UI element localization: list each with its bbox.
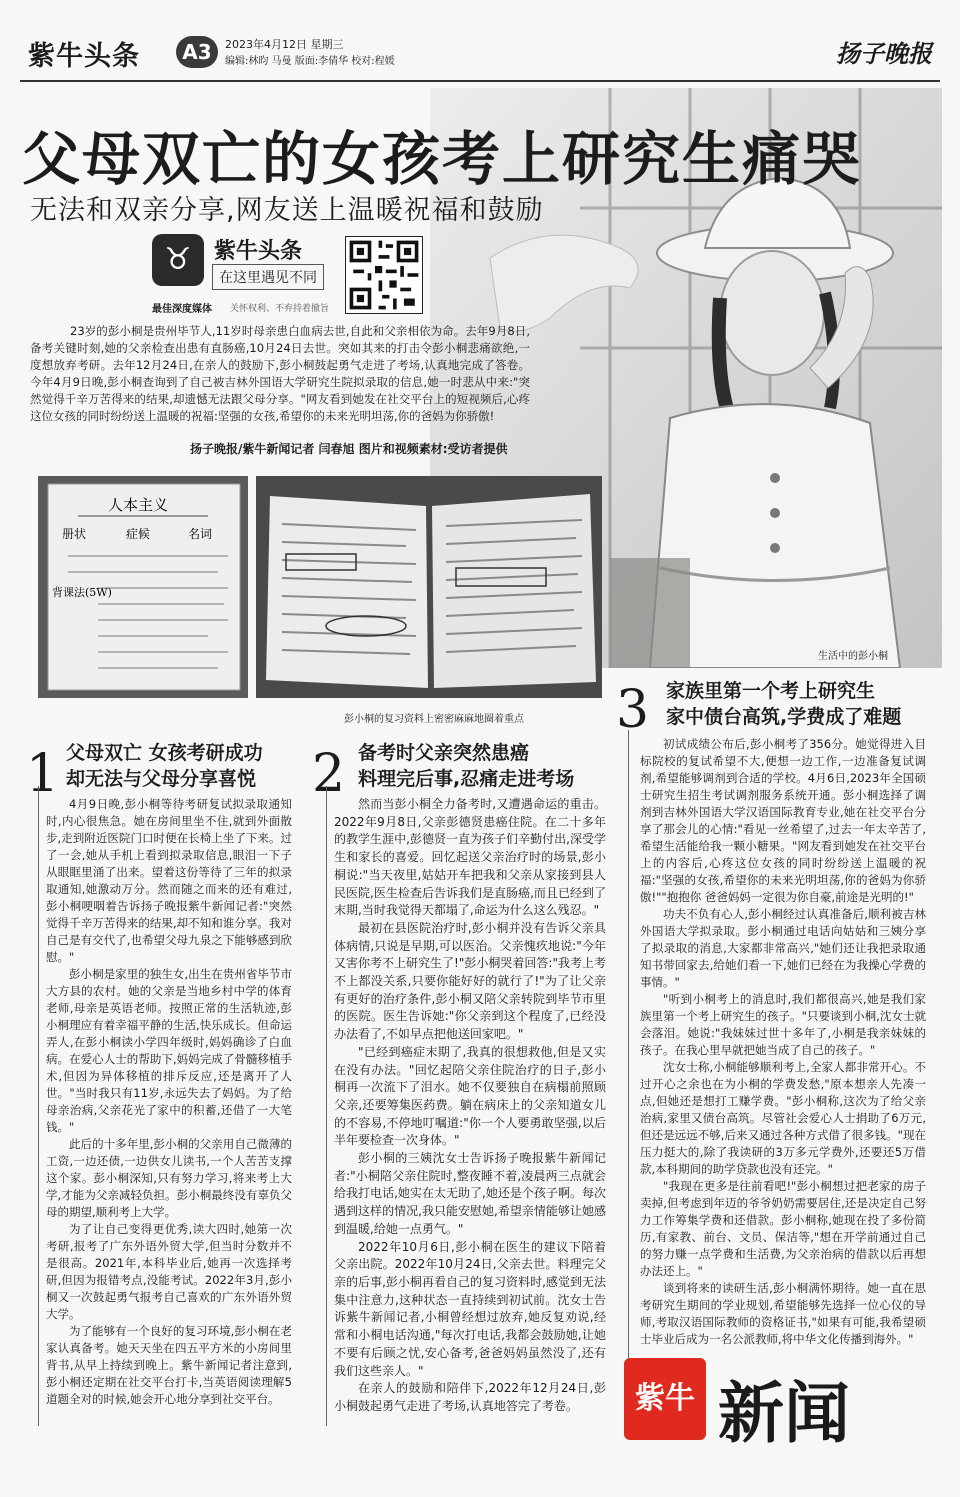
subheadline: 无法和双亲分享,网友送上温暖祝福和鼓励 <box>30 195 544 226</box>
section-3-number: 3 <box>616 680 650 740</box>
section-2-title <box>358 740 574 792</box>
notebook-photo <box>38 476 248 698</box>
section-2-paragraph: 然而当彭小桐全力备考时,又遭遇命运的重击。2022年9月8日,父亲彭德贤患癌住院。在二十多年的教学生涯中,彭德贤一直为孩子们辛勤付出,深受学生和家长的喜爱。回忆起送父亲治疗时的场景,彭小桐说:"当天夜里,姑姑开车把我和父亲从家接到县人民医院,医生检查后告诉我们是直肠癌,而且已经到了末期,当时我觉得天都塌了,命运为什么这么残忍。" <box>334 797 606 918</box>
section-2-paragraph: 最初在县医院治疗时,彭小桐并没有告诉父亲具体病情,只说是早期,可以医治。父亲愧疚地说:"今年又害你考不上研究生了!"彭小桐哭着回答:"我考上考不上都没关系,只要你能好好的就行了!"为了让父亲有更好的治疗条件,彭小桐又陪父亲转院到毕节市里的医院。医生告诉她:"你父亲到这个程度了,已经没办法看了,不如早点把他送回家吧。" <box>334 920 606 1042</box>
section-2-body <box>334 796 606 1416</box>
section-2-title-line-1: 备考时父亲突然患癌 <box>358 742 530 764</box>
section-3-paragraph: "听到小桐考上的消息时,我们都很高兴,她是我们家族里第一个考上研究生的孩子。"只要谈到小桐,沈女士就会落泪。她说:"我妹妹过世十多年了,小桐是我亲妹妹的孩子。在我心里早就把她当成了自己的孩子。" <box>640 992 926 1057</box>
notebook-word-4: 背课法(5W) <box>52 586 112 599</box>
section-1-paragraph: 为了能够有一个良好的复习环境,彭小桐在老家认真备考。她天天坐在四五平方米的小房间里背书,从早上持续到晚上。紫牛新闻记者注意到,彭小桐还定期在社交平台打卡,当英语阅读理解5道题全对的时候,她会开心地分享到社交平台。 <box>46 1324 292 1406</box>
page-header <box>20 28 940 80</box>
section-1-paragraph: 4月9日晚,彭小桐等待考研复试拟录取通知时,内心很焦急。她在房间里坐不住,就到外面散步,走到附近医院门口时便在长椅上坐了下来。过了一会,她从手机上看到拟录取信息,眼泪一下子从眼眶里涌了出来。望着这份等待了三年的拟录取通知,她激动万分。然而随之而来的还有难过,彭小桐哽咽着告诉扬子晚报紫牛新闻记者:"突然觉得千辛万苦得来的结果,却不知和谁分享。我对自己是有交代了,也希望父母九泉之下能够感到欣慰。" <box>46 797 292 964</box>
section-2-paragraph: "已经到癌症末期了,我真的很想救他,但是又实在没有办法。"回忆起陪父亲住院治疗的日子,彭小桐再一次流下了泪水。她不仅要独自在病榻前照顾父亲,还要筹集医药费。躺在病床上的父亲知道女儿的不容易,不停地叮嘱道:"你一个人要勇敢坚强,以后半年要检查一次身体。" <box>334 1044 606 1148</box>
section-3-paragraph: 谈到将来的读研生活,彭小桐满怀期待。她一直在思考研究生期间的学业规划,希望能够先选择一位心仪的导师,考取汉语国际教师的资格证书,"如果有可能,我希望硕士毕业后成为一名公派教师,将中华文化传播到海外。" <box>640 1281 926 1346</box>
section-1-number: 1 <box>26 744 60 804</box>
section-2-paragraph: 2022年10月6日,彭小桐在医生的建议下陪着父亲出院。2022年10月24日,父亲去世。料理完父亲的后事,彭小桐再看自己的复习资料时,感觉到无法集中注意力,这种状态一直持续到初试前。沈女士告诉紫牛新闻记者,小桐曾经想过放弃,她反复劝说,经常和小桐电话沟通,"每次打电话,我都会鼓励她,让她不要有后顾之忧,安心备考,爸爸妈妈虽然没了,还有我们这些亲人。" <box>334 1239 606 1378</box>
section-1-paragraph: 为了让自己变得更优秀,读大四时,她第一次考研,报考了广东外语外贸大学,但当时分数并不是很高。2021年,本科毕业后,她再一次选择考研,但因为报错考点,没能考试。2022年3月,彭小桐又一次鼓起勇气报考自己喜欢的广东外语外贸大学。 <box>46 1222 292 1321</box>
date-line: 2023年4月12日 星期三 <box>225 38 344 51</box>
section-1-title-line-2: 却无法与父母分享喜悦 <box>66 768 257 790</box>
notebook-word-3: 名词 <box>188 527 213 541</box>
section-3-paragraph: 沈女士称,小桐能够顺利考上,全家人都非常开心。不过开心之余也在为小桐的学费发愁,"原本想亲人先凑一点,但她还是想打工赚学费。"彭小桐称,这次为了给父亲治病,家里又债台高筑。尽管社会爱心人士捐助了6万元,但还是远远不够,后来又通过各种方式借了很多钱。"现在压力挺大的,除了我读研的3万多元学费外,还要还5万借款,本科期间的助学贷款也没有还完。" <box>640 1060 926 1176</box>
section-2-number: 2 <box>312 744 346 804</box>
watermark-logo: 紫牛 <box>624 1358 706 1440</box>
header-rule <box>20 80 940 82</box>
section-3-rule <box>628 730 629 1430</box>
qr-code-icon[interactable] <box>345 236 423 314</box>
zi-niu-news-watermark <box>624 1358 926 1478</box>
section-1-title <box>66 740 263 792</box>
notebook-word-1: 册状 <box>62 527 87 541</box>
section-3-paragraph: 初试成绩公布后,彭小桐考了356分。她觉得进入目标院校的复试希望不大,便想一边工作,一边准备复试调剂,希望能够调剂到合适的学校。4月6日,2023年全国硕士研究生招生考试调剂服务系统开通。彭小桐选择了调剂到吉林外国语大学汉语国际教育专业,她在社交平台分享了那会儿的心情:"看见一丝希望了,过去一年太辛苦了,希望生活能给我一颗小糖果。"网友看到她发在社交平台上的内容后,心疼这位女孩的同时纷纷送上温暖的祝福:"坚强的女孩,希望你的未来光明坦荡,你的爸妈为你骄傲!""抱抱你 爸爸妈妈一定很为你自豪,前途是光明的!" <box>640 737 926 904</box>
brand-name: 紫牛头条 <box>214 239 303 264</box>
brand-tag: 最佳深度媒体 <box>152 304 212 315</box>
notebook-word-2: 症候 <box>126 527 151 541</box>
section-name: 紫牛头条 <box>28 41 140 72</box>
section-1-title-line-1: 父母双亡 女孩考研成功 <box>66 742 263 764</box>
section-2-title-line-2: 料理完后事,忍痛走进考场 <box>358 768 575 790</box>
materials-caption: 彭小桐的复习资料上密密麻麻地圈着重点 <box>344 714 524 725</box>
section-3-paragraph: "我现在更多是往前看吧!"彭小桐想过把老家的房子卖掉,但考虑到年迈的爷爷奶奶需要居住,还是决定自己努力工作筹集学费和还借款。彭小桐称,她现在投了多份简历,有家教、前台、文员、保洁等,"想在开学前通过自己的努力赚一点学费和生活费,为父亲治病的借款以后再想办法还上。" <box>640 1179 926 1278</box>
brand-slogan: 在这里遇见不同 <box>212 264 324 290</box>
notebook-title: 人本主义 <box>108 496 169 514</box>
paper-logo: 扬子晚报 <box>836 39 932 68</box>
byline: 扬子晚报/紫牛新闻记者 闫春旭 图片和视频素材:受访者提供 <box>190 442 508 456</box>
lead-paragraph: 23岁的彭小桐是贵州毕节人,11岁时母亲患白血病去世,自此和父亲相依为命。去年9月8日,备考关键时刻,她的父亲检查出患有直肠癌,10月24日去世。突如其来的打击令彭小桐悲痛欲绝,一度想放弃考研。去年12月24日,在亲人的鼓励下,彭小桐鼓起勇气走进了考场,认真地完成了答卷。今年4月9日晚,彭小桐查询到了自己被吉林外国语大学研究生院拟录取的信息,她一时悲从中来:"突然觉得千辛万苦得来的结果,却遗憾无法跟父母分享。"网友看到她发在社交平台上的短视频后,心疼这位女孩的同时纷纷送上温暖的祝福:坚强的女孩,希望你的未来光明坦荡,你的爸妈为你骄傲! <box>30 324 530 423</box>
section-1-body <box>46 796 292 1408</box>
page-number-badge: A3 <box>176 36 218 68</box>
section-1-rule <box>38 786 39 1426</box>
bull-logo-icon: ♉ <box>152 234 204 286</box>
headline: 父母双亡的女孩考上研究生痛哭 <box>22 125 863 193</box>
watermark-text: 新闻 <box>718 1374 850 1452</box>
section-2-rule <box>326 786 327 1426</box>
section-3-title <box>666 678 901 730</box>
section-1-paragraph: 彭小桐是家里的独生女,出生在贵州省毕节市大方县的农村。她的父亲是当地乡村中学的体育老师,母亲是英语老师。按照正常的生活轨迹,彭小桐理应有着幸福平静的生活,快乐成长。但命运弄人,在彭小桐读小学四年级时,妈妈确诊了白血病。在爱心人士的帮助下,妈妈完成了骨髓移植手术,但因为异体移植的排斥反应,还是离开了人世。"当时我只有11岁,永远失去了妈妈。为了给母亲治病,父亲花光了家中的积蓄,还借了一大笔钱。" <box>46 967 292 1134</box>
section-1-paragraph: 此后的十多年里,彭小桐的父亲用自己微薄的工资,一边还债,一边供女儿读书,一个人苦苦支撑这个家。彭小桐深知,只有努力学习,将来考上大学,才能为父亲减轻负担。彭小桐最终没有辜负父母的期望,顺利考上大学。 <box>46 1137 292 1219</box>
section-2-paragraph: 在亲人的鼓励和陪伴下,2022年12月24日,彭小桐鼓起勇气走进了考场,认真地答完了考卷。 <box>334 1381 606 1413</box>
textbook-photo <box>256 476 602 698</box>
brand-note: 关怀权利、不弃持着撤旨 <box>230 304 330 314</box>
editors-line: 编辑:林昀 马曼 版面:李倩华 校对:程媛 <box>225 56 395 67</box>
section-3-paragraph: 功夫不负有心人,彭小桐经过认真准备后,顺利被吉林外国语大学拟录取。彭小桐通过电话向姑姑和三姨分享了拟录取的消息,大家都非常高兴,"她们还让我把录取通知书带回家去,给她们看一下,她们已经在为我操心学费的事情。" <box>640 907 926 989</box>
portrait-caption: 生活中的彭小桐 <box>818 651 888 662</box>
section-3-title-line-2: 家中债台高筑,学费成了难题 <box>666 706 902 728</box>
brand-block <box>152 234 332 294</box>
section-3-body <box>640 736 926 1348</box>
section-2-paragraph: 彭小桐的三姨沈女士告诉扬子晚报紫牛新闻记者:"小桐陪父亲住院时,整夜睡不着,凌晨两三点就会给我打电话,她实在太无助了,她还是个孩子啊。每次遇到这样的情况,我只能安慰她,希望亲情能够让她感到温暖,给她一点勇气。" <box>334 1151 606 1236</box>
section-3-title-line-1: 家族里第一个考上研究生 <box>666 680 876 702</box>
